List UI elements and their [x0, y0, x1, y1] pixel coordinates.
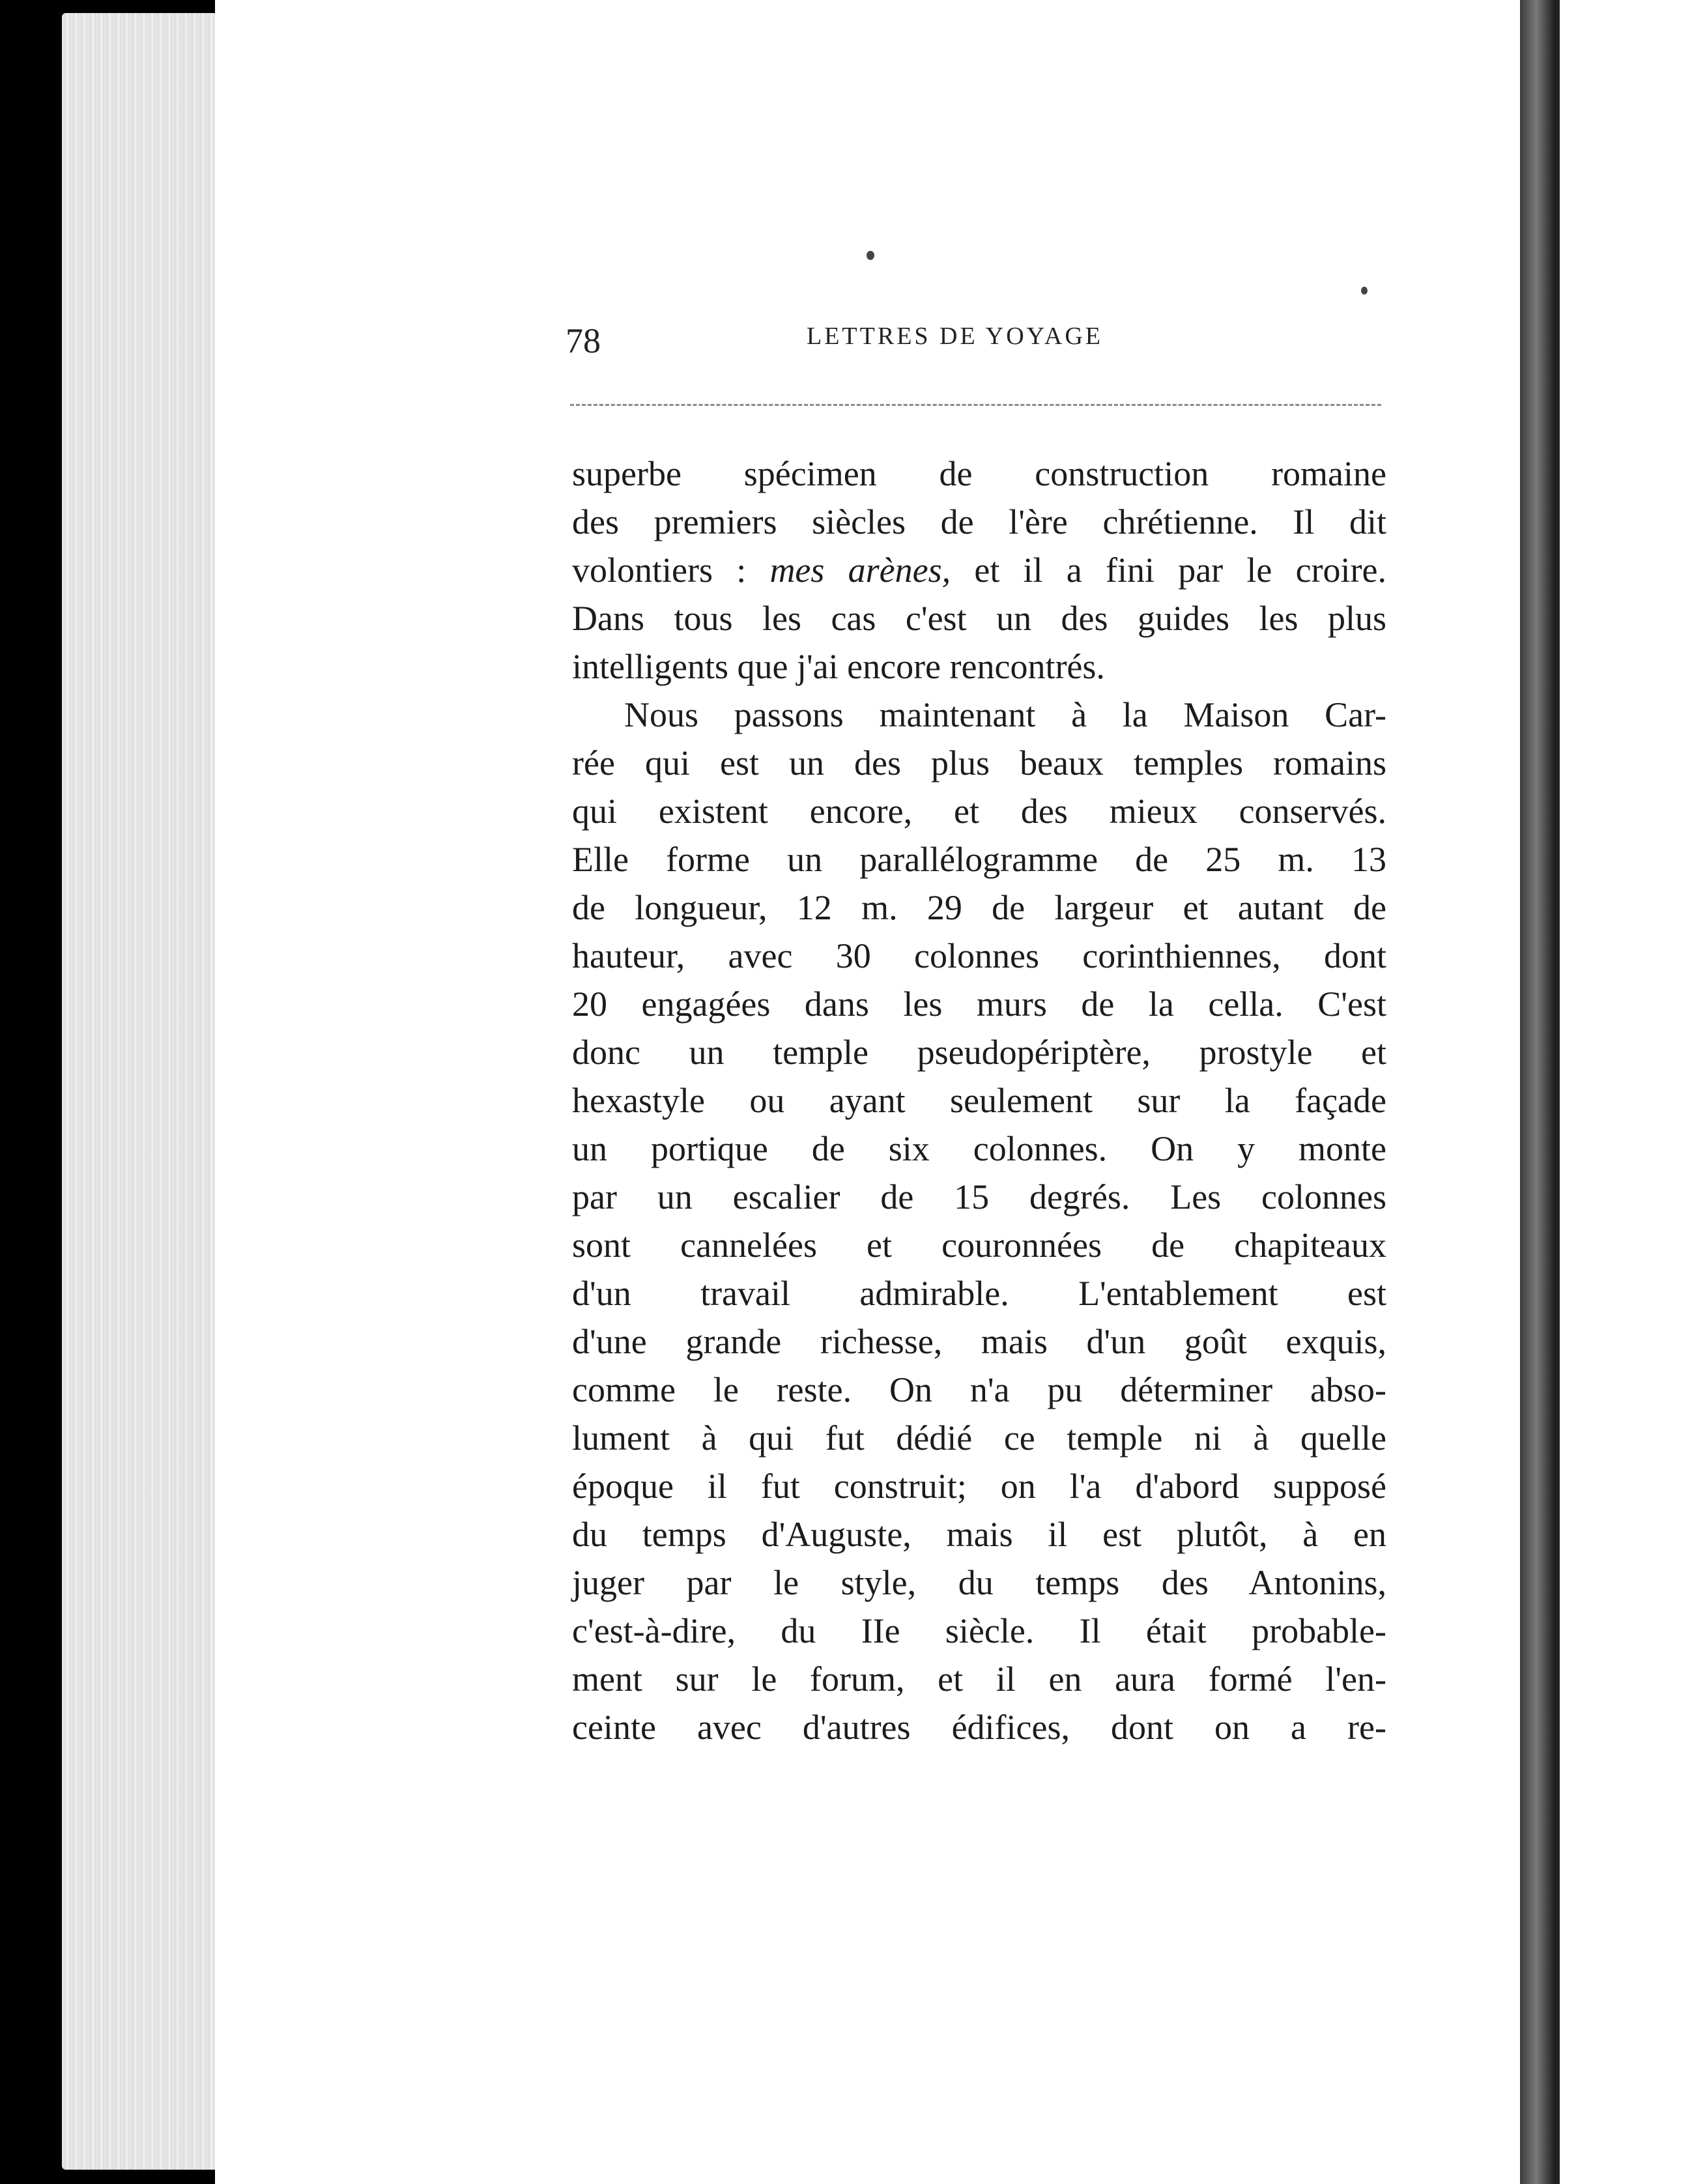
text-line: époque il fut construit; on l'a d'abord supposé — [572, 1467, 1386, 1506]
text-line: superbe spécimen de construction romaine — [572, 454, 1386, 493]
facing-page-edge — [1556, 0, 1707, 2184]
print-speck — [867, 251, 874, 260]
text-line: Elle forme un parallélogramme de 25 m. 13 — [572, 840, 1386, 879]
text-line: de longueur, 12 m. 29 de largeur et autant de — [572, 888, 1386, 927]
text-line: qui existent encore, et des mieux conservés. — [572, 792, 1386, 831]
text-line: juger par le style, du temps des Antonins, — [572, 1563, 1386, 1602]
text-line: ceinte avec d'autres édifices, dont on a re- — [572, 1708, 1386, 1747]
paragraph-end-line: intelligents que j'ai encore rencontrés. — [572, 647, 1105, 686]
text-line: d'une grande richesse, mais d'un goût exquis, — [572, 1322, 1386, 1361]
text-line: sont cannelées et couronnées de chapiteaux — [572, 1226, 1386, 1265]
paragraph-first-line: Nous passons maintenant à la Maison Car- — [624, 695, 1386, 734]
text-line: lument à qui fut dédié ce temple ni à quelle — [572, 1418, 1386, 1458]
text-line: 20 engagées dans les murs de la cella. C'est — [572, 984, 1386, 1024]
running-title: LETTRES DE YOYAGE — [807, 323, 1103, 350]
text-line: hauteur, avec 30 colonnes corinthiennes, dont — [572, 936, 1386, 975]
print-speck — [1361, 287, 1368, 295]
text-span: volontiers : — [572, 551, 770, 590]
text-line: rée qui est un des plus beaux temples romains — [572, 743, 1386, 783]
text-line: Dans tous les cas c'est un des guides les plus — [572, 599, 1386, 638]
text-line: un portique de six colonnes. On y monte — [572, 1129, 1386, 1168]
text-line: d'un travail admirable. L'entablement est — [572, 1274, 1386, 1313]
body-text — [572, 450, 1386, 1751]
text-line: du temps d'Auguste, mais il est plutôt, à en — [572, 1515, 1386, 1554]
text-line: des premiers siècles de l'ère chrétienne. Il dit — [572, 502, 1386, 541]
text-line — [572, 546, 1386, 594]
text-span: et il a fini par le croire. — [951, 551, 1386, 590]
text-line: ment sur le forum, et il en aura formé l'en- — [572, 1660, 1386, 1699]
text-line: donc un temple pseudopériptère, prostyle et — [572, 1033, 1386, 1072]
header-rule — [570, 404, 1381, 406]
text-line: c'est-à-dire, du IIe siècle. Il était probable- — [572, 1611, 1386, 1650]
text-line: par un escalier de 15 degrés. Les colonnes — [572, 1177, 1386, 1216]
binding-shadow — [1520, 0, 1556, 2184]
running-header — [566, 313, 1386, 371]
page-number: 78 — [566, 321, 601, 360]
italic-phrase: mes arènes, — [769, 551, 951, 590]
text-line: comme le reste. On n'a pu déterminer abso- — [572, 1370, 1386, 1409]
text-line: hexastyle ou ayant seulement sur la façade — [572, 1081, 1386, 1120]
